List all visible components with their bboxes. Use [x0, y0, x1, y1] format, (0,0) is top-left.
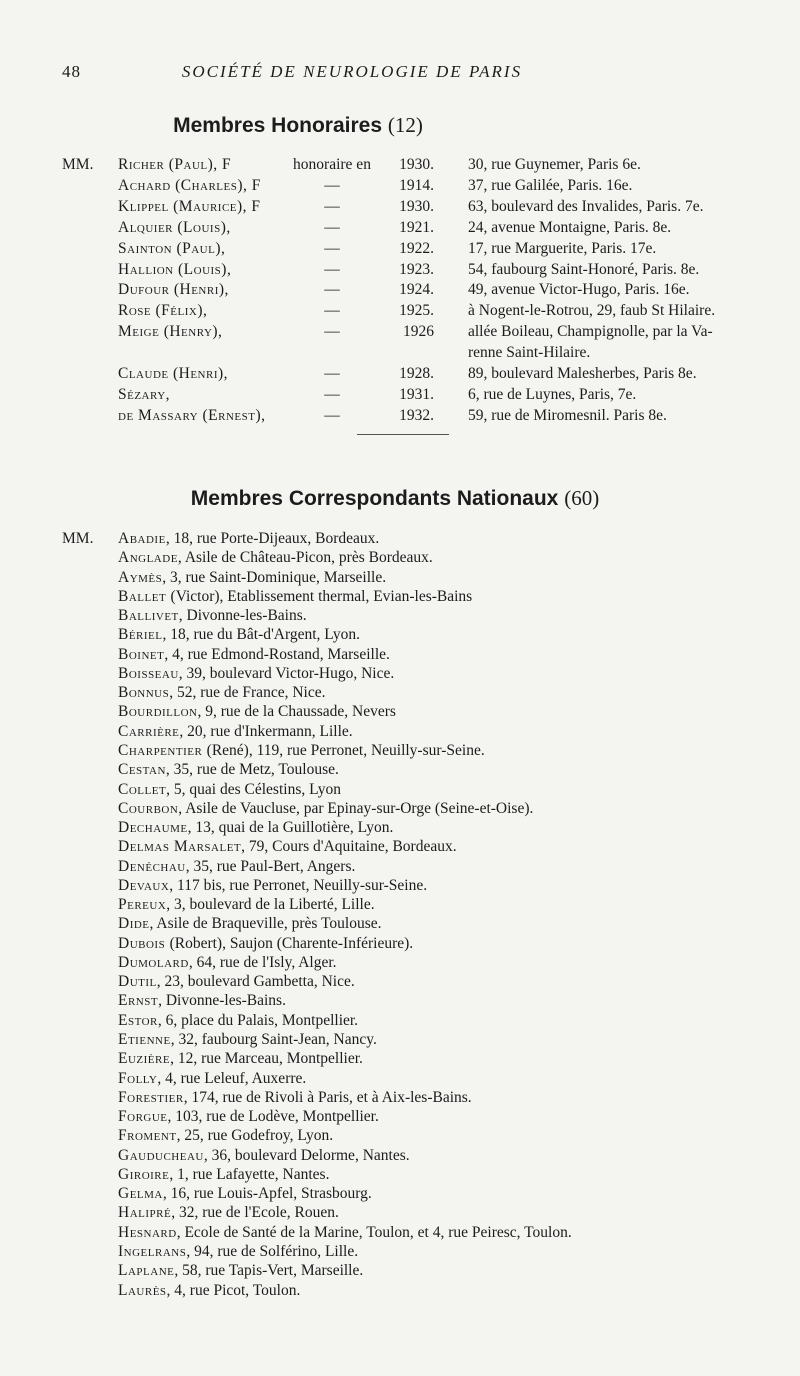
correspondant-surname: Ingelrans [118, 1242, 187, 1260]
member-address: 24, avenue Montaigne, Paris. 8e. [468, 218, 672, 236]
member-name: Klippel (Maurice), F [118, 197, 261, 215]
honorary-count: (12) [387, 113, 423, 137]
correspondant-entry: Courbon, Asile de Vaucluse, par Epinay-sur-Orge (Seine-et-Oise). [118, 799, 534, 817]
honorary-heading [8, 113, 588, 138]
correspondant-entry: Bourdillon, 9, rue de la Chaussade, Nevers [118, 703, 396, 721]
member-name: Rose (Félix), [118, 302, 208, 320]
honorary-member-row [62, 198, 782, 219]
correspondant-surname: Gauducheau [118, 1146, 204, 1164]
member-address: à Nogent-le-Rotrou, 29, faub St Hilaire. [468, 302, 716, 320]
member-status: — [324, 302, 340, 320]
member-address: allée Boileau, Champignolle, par la Va- [468, 323, 713, 341]
member-name: Alquier (Louis), [118, 218, 231, 236]
honorary-member-row [62, 156, 782, 177]
member-year: 1932. [399, 406, 434, 424]
correspondant-entry: Bonnus, 52, rue de France, Nice. [118, 684, 326, 702]
correspondant-entry: Hesnard, Ecole de Santé de la Marine, Toulon, et 4, rue Peiresc, Toulon. [118, 1223, 572, 1241]
member-year: 1930. [399, 156, 434, 173]
correspondant-entry: Cestan, 35, rue de Metz, Toulouse. [118, 761, 339, 779]
honorary-member-row [62, 281, 782, 302]
member-name: Hallion (Louis), [118, 260, 232, 278]
member-address: renne Saint-Hilaire. [468, 344, 591, 362]
correspondant-surname: Boinet [118, 645, 165, 663]
correspondant-surname: Pereux [118, 896, 167, 914]
member-address: 6, rue de Luynes, Paris, 7e. [468, 385, 637, 403]
correspondant-entry: Ballivet, Divonne-les-Bains. [118, 607, 307, 625]
correspondant-surname: Dutil [118, 973, 157, 991]
member-address: 54, faubourg Saint-Honoré, Paris. 8e. [468, 260, 700, 278]
correspondant-surname: Bourdillon [118, 703, 198, 721]
correspondant-surname: Hesnard [118, 1223, 177, 1241]
member-year: 1923. [399, 260, 434, 278]
member-status: — [324, 197, 340, 215]
correspondant-entry: Gauducheau, 36, boulevard Delorme, Nantes. [118, 1146, 410, 1164]
correspondant-surname: Carrière [118, 722, 180, 740]
member-address: 37, rue Galilée, Paris. 16e. [468, 176, 633, 194]
member-status: — [324, 406, 340, 424]
correspondants-heading [35, 486, 755, 511]
member-address: 89, boulevard Malesherbes, Paris 8e. [468, 365, 697, 382]
correspondant-entry: Dumolard, 64, rue de l'Isly, Alger. [118, 953, 337, 971]
correspondant-surname: Boisseau [118, 664, 179, 682]
correspondant-surname: Froment [118, 1127, 177, 1145]
correspondant-entry: Charpentier (René), 119, rue Perronet, Neuilly-sur-Seine. [118, 741, 485, 759]
honorary-member-row [62, 323, 782, 344]
correspondant-surname: Forgue [118, 1108, 168, 1126]
honorary-member-row [62, 240, 782, 261]
correspondant-entry: Dechaume, 13, quai de la Guillotière, Lyon. [118, 819, 394, 837]
correspondant-entry: Euzière, 12, rue Marceau, Montpellier. [118, 1050, 363, 1068]
correspondant-entry: Dide, Asile de Braqueville, près Toulouse. [118, 915, 382, 933]
correspondant-surname: Forestier [118, 1088, 184, 1106]
member-status: — [324, 176, 340, 194]
correspondant-surname: Dechaume [118, 819, 188, 837]
correspondant-surname: Laplane [118, 1262, 175, 1280]
correspondant-entry: Etienne, 32, faubourg Saint-Jean, Nancy. [118, 1031, 377, 1049]
member-year: 1926 [403, 323, 434, 341]
correspondant-surname: Folly [118, 1069, 158, 1087]
member-year: 1914. [399, 176, 434, 194]
correspondant-entry: Gelma, 16, rue Louis-Apfel, Strasbourg. [118, 1185, 372, 1203]
member-name: Dufour (Henri), [118, 281, 229, 299]
correspondant-entry: Laurès, 4, rue Picot, Toulon. [118, 1281, 301, 1299]
correspondant-entry: Devaux, 117 bis, rue Perronet, Neuilly-sur-Seine. [118, 876, 428, 894]
correspondant-entry: Denéchau, 35, rue Paul-Bert, Angers. [118, 857, 356, 875]
correspondant-surname: Halipré [118, 1204, 172, 1222]
correspondant-surname: Abadie [118, 530, 166, 547]
honorary-prefix: MM. [62, 156, 94, 173]
correspondant-entry: Ballet (Victor), Etablissement thermal, Evian-les-Bains [118, 587, 473, 605]
honorary-member-row [62, 365, 782, 386]
honorary-member-row [62, 386, 782, 407]
member-year: 1924. [399, 281, 434, 299]
honorary-member-row [62, 177, 782, 198]
correspondant-entry: Dubois (Robert), Saujon (Charente-Inférieure). [118, 934, 414, 952]
member-year: 1925. [399, 302, 434, 320]
member-status: — [324, 239, 340, 257]
correspondant-surname: Dumolard [118, 953, 189, 971]
member-year: 1930. [399, 197, 434, 215]
correspondant-entry: Boinet, 4, rue Edmond-Rostand, Marseille. [118, 645, 390, 663]
correspondant-entry: Carrière, 20, rue d'Inkermann, Lille. [118, 722, 353, 740]
correspondant-surname: Laurès [118, 1281, 167, 1299]
correspondant-surname: Collet [118, 780, 167, 798]
correspondant-surname: Euzière [118, 1050, 171, 1068]
section-divider [357, 434, 449, 435]
member-year: 1928. [399, 365, 434, 382]
member-name: Meige (Henry), [118, 323, 223, 341]
honorary-member-row [62, 407, 782, 428]
member-address: 49, avenue Victor-Hugo, Paris. 16e. [468, 281, 690, 299]
member-name: Sainton (Paul), [118, 239, 226, 257]
running-header [62, 62, 762, 86]
member-address: 30, rue Guynemer, Paris 6e. [468, 156, 641, 173]
correspondant-entry: Aymès, 3, rue Saint-Dominique, Marseille. [118, 568, 387, 586]
correspondant-entry: Laplane, 58, rue Tapis-Vert, Marseille. [118, 1262, 364, 1280]
honorary-member-row [62, 219, 782, 240]
correspondant-surname: Devaux [118, 876, 170, 894]
correspondant-entry: Anglade, Asile de Château-Picon, près Bordeaux. [118, 549, 433, 567]
member-address: 63, boulevard des Invalides, Paris. 7e. [468, 197, 704, 215]
honorary-member-row [62, 302, 782, 323]
correspondant-entry: Ingelrans, 94, rue de Solférino, Lille. [118, 1242, 359, 1260]
correspondant-entry: Dutil, 23, boulevard Gambetta, Nice. [118, 973, 355, 991]
member-name: Claude (Henri), [118, 365, 229, 382]
correspondant-surname: Etienne [118, 1031, 171, 1049]
member-year: 1921. [399, 218, 434, 236]
member-status: — [324, 365, 340, 382]
correspondant-surname: Dubois [118, 934, 170, 952]
correspondants-count: (60) [564, 486, 600, 510]
member-status: — [324, 385, 340, 403]
correspondant-surname: Ballet [118, 587, 171, 605]
correspondant-surname: Dide [118, 915, 150, 933]
member-name: Sézary, [118, 385, 171, 403]
honorary-member-row [62, 261, 782, 282]
member-year: 1922. [399, 239, 434, 257]
correspondant-surname: Gelma [118, 1185, 163, 1203]
honorary-heading-text: Membres Honoraires [173, 114, 383, 137]
member-year: 1931. [399, 385, 434, 403]
correspondant-entry: Folly, 4, rue Leleuf, Auxerre. [118, 1069, 307, 1087]
correspondant-surname: Ballivet [118, 607, 179, 625]
correspondant-entry: Froment, 25, rue Godefroy, Lyon. [118, 1127, 334, 1145]
member-address: 59, rue de Miromesnil. Paris 8e. [468, 406, 667, 424]
correspondant-surname: Aymès [118, 568, 163, 586]
correspondant-entry: Abadie, 18, rue Porte-Dijeaux, Bordeaux. [118, 530, 380, 547]
correspondant-surname: Estor [118, 1011, 158, 1029]
member-status: honoraire en [293, 156, 371, 173]
correspondant-surname: Denéchau [118, 857, 186, 875]
correspondant-entry: Collet, 5, quai des Célestins, Lyon [118, 780, 341, 798]
correspondant-entry: Forgue, 103, rue de Lodève, Montpellier. [118, 1108, 379, 1126]
member-address: 17, rue Marguerite, Paris. 17e. [468, 239, 657, 257]
correspondant-entry: Boisseau, 39, boulevard Victor-Hugo, Nice. [118, 664, 395, 682]
member-status: — [324, 218, 340, 236]
correspondant-entry: Giroire, 1, rue Lafayette, Nantes. [118, 1165, 330, 1183]
correspondant-entry: Bériel, 18, rue du Bât-d'Argent, Lyon. [118, 626, 361, 644]
correspondant-entry: Ernst, Divonne-les-Bains. [118, 992, 286, 1010]
correspondant-surname: Bonnus [118, 684, 170, 702]
member-status: — [324, 323, 340, 341]
correspondants-heading-text: Membres Correspondants Nationaux [190, 487, 559, 510]
correspondant-surname: Bériel [118, 626, 163, 644]
correspondant-entry: Forestier, 174, rue de Rivoli à Paris, et à Aix-les-Bains. [118, 1088, 472, 1106]
correspondant-entry: Estor, 6, place du Palais, Montpellier. [118, 1011, 359, 1029]
member-name: Richer (Paul), F [118, 156, 232, 173]
correspondant-surname: Delmas Marsalet [118, 838, 242, 856]
correspondant-entry: Halipré, 32, rue de l'Ecole, Rouen. [118, 1204, 339, 1222]
member-name: de Massary (Ernest), [118, 406, 266, 424]
member-name: Achard (Charles), F [118, 176, 261, 194]
correspondant-surname: Courbon [118, 799, 179, 817]
correspondant-entry: Delmas Marsalet, 79, Cours d'Aquitaine, Bordeaux. [118, 838, 457, 856]
correspondant-surname: Charpentier [118, 741, 207, 759]
correspondant-surname: Cestan [118, 761, 166, 779]
member-status: — [324, 260, 340, 278]
correspondant-surname: Ernst [118, 992, 159, 1010]
honorary-member-row [62, 344, 782, 365]
page-number: 48 [62, 62, 81, 81]
journal-title: SOCIÉTÉ DE NEUROLOGIE DE PARIS [181, 62, 523, 81]
correspondant-surname: Anglade [118, 549, 178, 567]
member-status: — [324, 281, 340, 299]
correspondants-prefix: MM. [62, 530, 94, 547]
correspondant-entry: Pereux, 3, boulevard de la Liberté, Lille. [118, 896, 375, 914]
correspondant-surname: Giroire [118, 1165, 170, 1183]
